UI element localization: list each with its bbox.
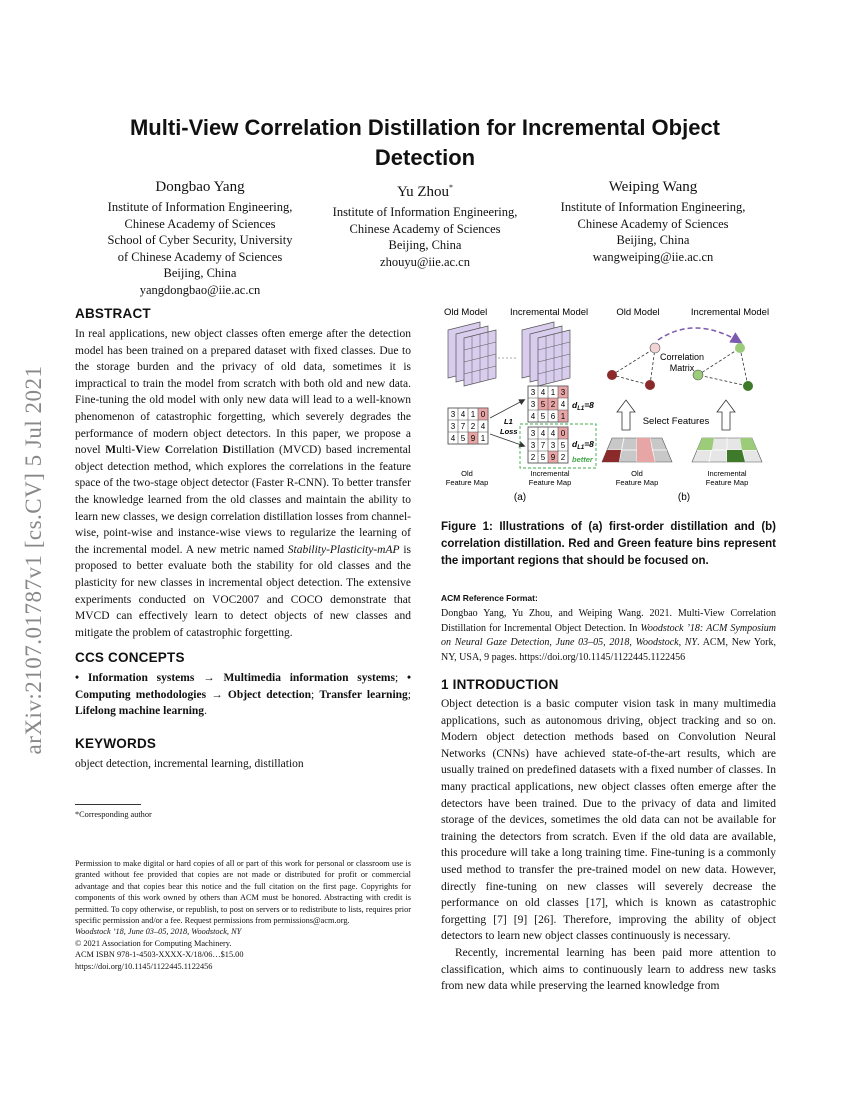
grid-cell: 2 xyxy=(560,453,566,462)
introduction-section xyxy=(441,677,776,995)
grid-cell: 3 xyxy=(530,429,536,438)
grid-cell: 4 xyxy=(540,429,546,438)
grid-cell: 1 xyxy=(560,412,566,421)
keywords-section xyxy=(75,736,411,773)
incremental-model-label-a: Incremental Model xyxy=(510,307,589,318)
affiliation-line: Beijing, China xyxy=(616,233,690,247)
grid-cell: 3 xyxy=(530,388,536,397)
footnote-rule xyxy=(75,804,141,805)
grid-cell: 3 xyxy=(450,422,456,431)
old-fm-label-a2: Feature Map xyxy=(445,478,489,487)
footnote: *Corresponding author xyxy=(75,810,152,819)
figure-svg xyxy=(440,300,795,510)
node xyxy=(645,380,655,390)
paper-title: Multi-View Correlation Distillation for Incremental Object Detection xyxy=(129,115,720,170)
affiliation-line: Chinese Academy of Sciences xyxy=(577,216,729,231)
ccs-heading: CCS CONCEPTS xyxy=(75,650,185,665)
introduction-heading: 1 INTRODUCTION xyxy=(441,677,559,692)
affiliation-line: Institute of Information Engineering, xyxy=(332,205,518,219)
grid-cell: 2 xyxy=(550,400,556,409)
isbn-line: ACM ISBN 978-1-4503-XXXX-X/18/06…$15.00 xyxy=(75,950,244,960)
reference-text: Dongbao Yang, Yu Zhou, and Weiping Wang. 2021. Multi-View Correlation Distillation for Incremental Object Detection. In Woodstock ’18: ACM Symposium on Neural Gaze Detection, June 03–05, 2018, Woodstock, NY. ACM, New York, NY, USA, 9 pages. https://doi.org/10.1145/1122445.1122456 xyxy=(441,608,776,663)
incremental-grid-2 xyxy=(528,427,568,463)
grid-cell: 5 xyxy=(540,453,546,462)
up-arrow-left xyxy=(617,400,635,430)
grid-cell: 4 xyxy=(550,429,556,438)
grid-cell: 9 xyxy=(550,453,556,462)
grid-cell: 4 xyxy=(460,410,466,419)
incremental-feature-map-b xyxy=(692,438,762,462)
affiliation-line: Institute of Information Engineering, xyxy=(107,200,293,214)
subfigure-a-label: (a) xyxy=(513,492,527,503)
author-2 xyxy=(315,178,535,270)
permission-block xyxy=(75,858,411,972)
author-1 xyxy=(85,178,315,298)
grid-cell: 7 xyxy=(540,441,546,450)
grid-cell: 0 xyxy=(480,410,486,419)
correlation-label: Correlation xyxy=(659,352,705,362)
arxiv-sidebar xyxy=(14,300,54,820)
incremental-grid-1 xyxy=(528,386,568,422)
author-name: Weiping Wang xyxy=(608,179,698,195)
incremental-model-label-b: Incremental Model xyxy=(690,307,770,318)
author-email: wangweiping@iie.ac.cn xyxy=(592,249,714,264)
old-model-block xyxy=(448,322,496,386)
copyright-line: © 2021 Association for Computing Machinery. xyxy=(75,938,232,948)
inc-fm-label-b: Incremental xyxy=(707,469,747,478)
reference-heading: ACM Reference Format: xyxy=(441,593,538,603)
grid-cell: 2 xyxy=(530,453,536,462)
grid-cell: 0 xyxy=(560,429,566,438)
grid-cell: 6 xyxy=(550,412,556,421)
grid-cell: 1 xyxy=(470,410,476,419)
node xyxy=(650,343,660,353)
affiliation-line: Beijing, China xyxy=(163,266,237,280)
intro-paragraph-1: Object detection is a basic computer vision task in many multimedia applications, such as autonomous driving, object tracking and so on. Modern object detection methods based on Convolution Neural Networks (CNNs) have achieved state-of-the-art results, which are usually trained on predefined datasets with a fixed number of classes. In many practical applications, new object classes often emerge after the detectors have been trained. Due to the privacy of data and limited storage of the devices, sometimes the old data can not be available for training the detectors from scratch. Even if the old data are available, this procedure will take a long training time. Fine-tuning is a commonly used method to transfer the pre-trained model on new data. However, directly fine-tuning on new classes will severely decrease the performance on old classes [17], which is known as catastrophic forgetting [7] [9] [26]. Therefore, improving the ability of object detectors to learn new object classes continuously is necessary. xyxy=(441,698,776,943)
doi-line: https://doi.org/10.1145/1122445.1122456 xyxy=(75,961,213,971)
inc-fm-label-a2: Feature Map xyxy=(528,478,572,487)
venue-line: Woodstock ’18, June 03–05, 2018, Woodstock, NY xyxy=(75,927,242,937)
loss-label: Loss xyxy=(500,427,518,436)
grid-cell: 3 xyxy=(550,441,556,450)
author-name: Yu Zhou xyxy=(396,184,450,200)
distance-label-1: $d_{L1}=8$ xyxy=(572,400,594,412)
old-fm-label-b2: Feature Map xyxy=(615,478,659,487)
ccs-text: • Information systems → Multimedia information systems; • Computing methodologies → Object detection; Transfer learning; Lifelong machine learning. xyxy=(75,672,412,718)
grid-cell: 1 xyxy=(550,388,556,397)
old-model-label-a: Old Model xyxy=(444,307,488,318)
intro-paragraph-2: Recently, incremental learning has been paid more attention to classification, which aims to continuously learn to address new tasks from new data while preserving the learned knowledge from xyxy=(441,946,776,993)
keywords-heading: KEYWORDS xyxy=(75,736,157,751)
author-name: Dongbao Yang xyxy=(155,179,245,195)
old-fm-label-a: Old xyxy=(461,469,473,478)
abstract-heading: ABSTRACT xyxy=(75,306,151,321)
grid-cell: 4 xyxy=(560,400,566,409)
permission-text: Permission to make digital or hard copies of all or part of this work for personal or classroom use is granted without fee provided that copies are not made or distributed for profit or commercial advantage and that copies bear this notice and the full citation on the first page. Copyrights for components of this work owned by others than ACM must be honored. Abstracting with credit is permitted. To copy otherwise, or republish, to post on servers or to redistribute to lists, requires prior specific permission and/or a fee. Request permissions from permissions@acm.org. xyxy=(75,859,411,926)
author-email: zhouyu@iie.ac.cn xyxy=(380,254,470,269)
arxiv-id: arXiv:2107.01787v1 [cs.CV] 5 Jul 2021 xyxy=(21,365,46,755)
l1-label: L1 xyxy=(504,417,513,426)
affiliation-line: of Chinese Academy of Sciences xyxy=(117,249,283,264)
grid-cell: 1 xyxy=(480,434,486,443)
corresponding-mark: * xyxy=(449,183,454,192)
matrix-label: Matrix xyxy=(669,363,695,373)
old-feature-map-b xyxy=(602,438,672,462)
affiliation-line: Institute of Information Engineering, xyxy=(560,200,746,214)
grid-cell: 2 xyxy=(470,422,476,431)
node xyxy=(693,370,703,380)
node xyxy=(735,343,745,353)
transfer-arrow xyxy=(658,328,740,342)
distance-label-2: $d_{L1}=8$ xyxy=(572,439,594,451)
grid-cell: 3 xyxy=(560,388,566,397)
incremental-model-block xyxy=(522,322,570,386)
grid-cell: 3 xyxy=(530,441,536,450)
figure-1 xyxy=(440,300,795,510)
acm-reference xyxy=(441,593,776,665)
old-feature-map-grid xyxy=(448,408,488,444)
ccs-section xyxy=(75,650,411,720)
grid-cell: 5 xyxy=(540,412,546,421)
affiliation-line: Chinese Academy of Sciences xyxy=(349,221,501,236)
author-email: yangdongbao@iie.ac.cn xyxy=(139,282,261,297)
figure-caption: Figure 1: Illustrations of (a) first-order distillation and (b) correlation distillation. Red and Green feature bins represent the important regions that should be focused on. xyxy=(441,521,776,567)
author-3 xyxy=(538,178,768,265)
inc-fm-label-b2: Feature Map xyxy=(705,478,749,487)
abstract-section xyxy=(75,306,411,641)
old-model-label-b: Old Model xyxy=(616,307,660,318)
grid-cell: 4 xyxy=(530,412,536,421)
abstract-text: In real applications, new object classes often emerge after the detection model has been trained on a prepared dataset with fixed classes. Due to the storage burden and the privacy of old data, sometimes it is impractical to train the model from scratch with both old and new data. Fine-tuning the old model with only new data will lead to a well-known phenomenon of catastrophic forgetting, which severely degrades the performance of modern object detectors. In this paper, we propose a novel Multi-View Correlation Distillation (MVCD) based incremental object detection method, which explores the correlations in the feature space of the two-stage object detector (Faster R-CNN). To better transfer the knowledge learned from the old classes and maintain the ability to learn new classes, we design correlation distillation losses from channel-wise, point-wise and instance-wise views to regularize the learning of the incremental model. A new metric named Stability-Plasticity-mAP is proposed to better evaluate both the stability for old classes and the plasticity for new classes in incremental object detection. The extensive experiments conducted on VOC2007 and COCO demonstrate that MVCD can effectively learn to detect objects of new classes and mitigate the problem of catastrophic forgetting. xyxy=(75,328,412,639)
node xyxy=(607,370,617,380)
arrow-up xyxy=(490,400,524,418)
up-arrow-right xyxy=(717,400,735,430)
grid-cell: 5 xyxy=(560,441,566,450)
grid-cell: 5 xyxy=(460,434,466,443)
grid-cell: 3 xyxy=(530,400,536,409)
grid-cell: 7 xyxy=(460,422,466,431)
node xyxy=(743,381,753,391)
grid-cell: 5 xyxy=(540,400,546,409)
affiliation-line: School of Cyber Security, University xyxy=(107,233,293,247)
grid-cell: 4 xyxy=(480,422,486,431)
grid-cell: 3 xyxy=(450,410,456,419)
inc-fm-label-a: Incremental xyxy=(530,469,570,478)
select-features-label: Select Features xyxy=(642,416,710,427)
subfigure-b-label: (b) xyxy=(677,492,691,503)
better-label: better xyxy=(572,455,593,464)
affiliation-line: Beijing, China xyxy=(388,238,462,252)
grid-cell: 9 xyxy=(470,434,476,443)
keywords-text: object detection, incremental learning, distillation xyxy=(75,758,304,770)
grid-cell: 4 xyxy=(450,434,456,443)
old-fm-label-b: Old xyxy=(631,469,643,478)
grid-cell: 4 xyxy=(540,388,546,397)
affiliation-line: Chinese Academy of Sciences xyxy=(124,216,276,231)
